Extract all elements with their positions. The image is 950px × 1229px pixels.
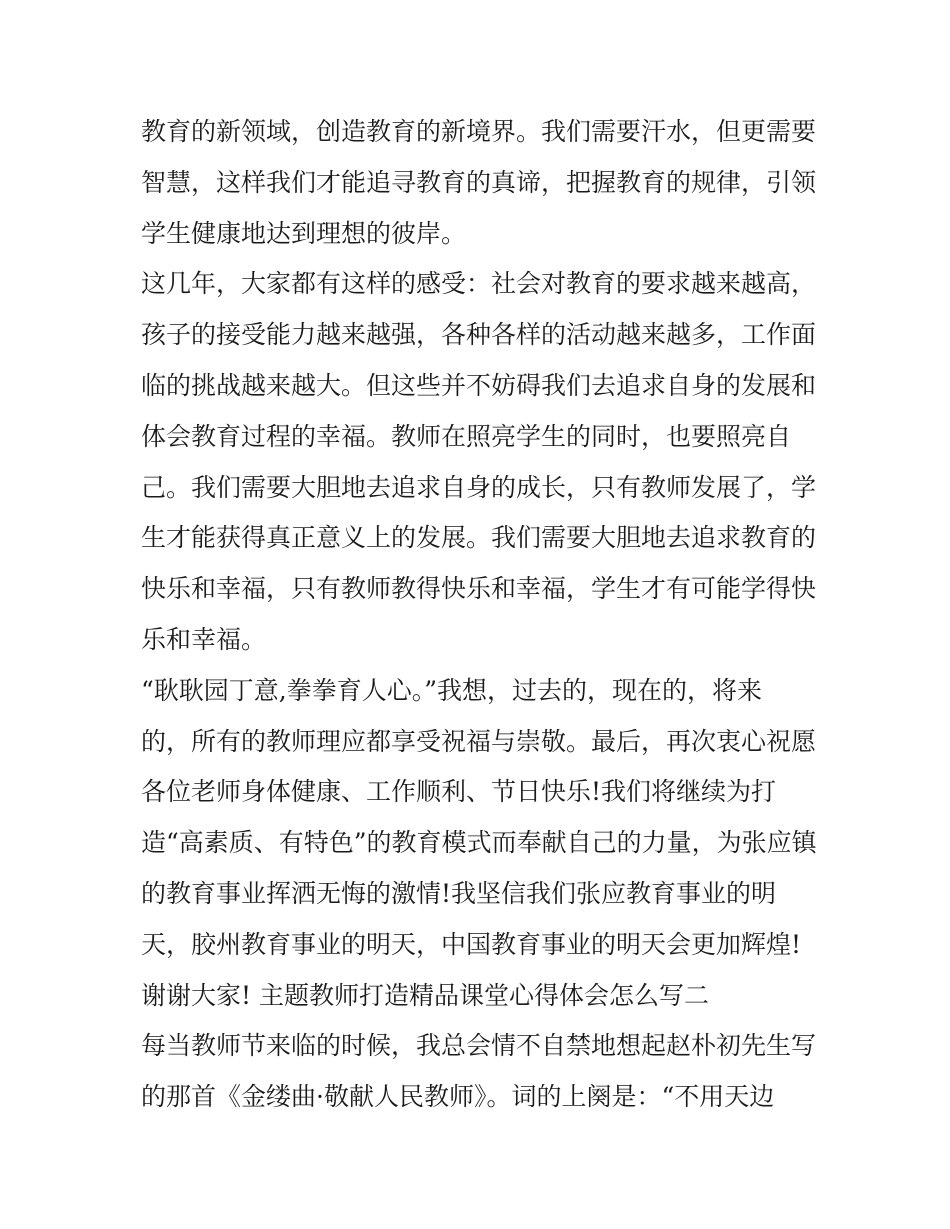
text-line: 学生健康地达到理想的彼岸。 (141, 218, 467, 248)
text-line: “耿耿园丁意,拳拳育人心。”我想，过去的，现在的，将来 (141, 675, 763, 705)
text-line: 这几年，大家都有这样的感受：社会对教育的要求越来越高， (141, 269, 817, 299)
text-line: 谢谢大家! 主题教师打造精品课堂心得体会怎么写二 (141, 980, 709, 1010)
text-line: 的教育事业挥洒无悔的激情!我坚信我们张应教育事业的明 (141, 878, 777, 908)
text-line: 的那首《金缕曲·敬献人民教师》。词的上阕是：“不用天边 (141, 1082, 775, 1112)
text-line: 己。我们需要大胆地去追求自身的成长，只有教师发展了，学 (141, 472, 817, 502)
text-line: 各位老师身体健康、工作顺利、节日快乐!我们将继续为打 (141, 777, 777, 807)
text-line: 天，胶州教育事业的明天，中国教育事业的明天会更加辉煌! (141, 929, 802, 959)
text-line: 生才能获得真正意义上的发展。我们需要大胆地去追求教育的 (141, 523, 817, 553)
text-line: 乐和幸福。 (141, 624, 267, 654)
text-line: 教育的新领域，创造教育的新境界。我们需要汗水，但更需要 (141, 117, 817, 146)
text-line: 孩子的接受能力越来越强，各种各样的活动越来越多，工作面 (141, 320, 817, 350)
text-line: 智慧，这样我们才能追寻教育的真谛，把握教育的规律，引领 (141, 167, 817, 197)
body-text (141, 107, 821, 1123)
text-line: 快乐和幸福，只有教师教得快乐和幸福，学生才有可能学得快 (141, 574, 817, 604)
text-line: 造“高素质、有特色”的教育模式而奉献自己的力量，为张应镇 (141, 828, 817, 858)
text-line: 体会教育过程的幸福。教师在照亮学生的同时，也要照亮自 (141, 421, 792, 451)
text-line: 临的挑战越来越大。但这些并不妨碍我们去追求自身的发展和 (141, 370, 817, 400)
text-line: 的，所有的教师理应都享受祝福与崇敬。最后，再次衷心祝愿 (141, 726, 817, 756)
text-line: 每当教师节来临的时候，我总会情不自禁地想起赵朴初先生写 (141, 1031, 817, 1061)
